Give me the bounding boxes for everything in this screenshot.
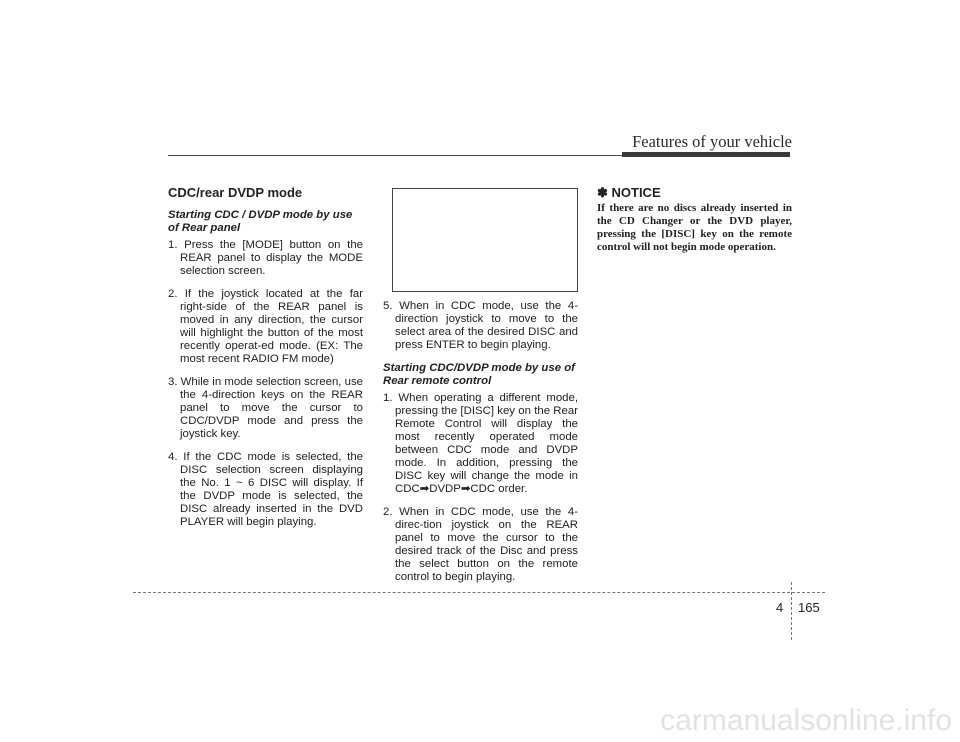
step-3: 3. While in mode selection screen, use the 4-direction keys on the REAR panel to move the cursor to CDC/DVDP mode and press the joystick key. [168,376,364,440]
notice-body: If there are no discs already inserted in the CD Changer or the DVD player, pressing the [DISC] key on the remote control will not begin mode operation. [597,202,792,253]
left-column [168,186,363,539]
chapter-number: 4 [776,600,784,615]
notice-column [597,186,792,254]
middle-column [383,186,578,594]
step-1: 1. Press the [MODE] button on the REAR panel to display the MODE selection screen. [168,239,363,277]
section-title: CDC/rear DVDP mode [168,185,303,200]
step-4: 4. If the CDC mode is selected, the DISC selection screen displaying the No. 1 ~ 6 DISC will display. If the DVDP mode is selected, the DISC already inserted in the DVD PLAYER will begin playing. [168,451,363,528]
notice-title: ✽ NOTICE [597,185,661,200]
header-rule-accent [622,152,790,157]
remote-step-2: 2. When in CDC mode, use the 4-direc-tion joystick on the REAR panel to move the cursor to the desired track of the Disc and press the select button on the remote control to begin playing. [383,506,578,583]
footer-divider [791,582,792,640]
step-2: 2. If the joystick located at the far right-side of the REAR panel is moved in any direction, the cursor will highlight the button of the most recently operat-ed mode. (EX: The most recent RADIO FM mode) [168,288,363,365]
subsection-title-rear-panel: Starting CDC / DVDP mode by use of Rear panel [168,209,353,234]
header-title: Features of your vehicle [632,132,792,151]
footer-rule [133,592,825,593]
page-number: 165 [798,600,820,615]
subsection-title-remote: Starting CDC/DVDP mode by use of Rear remote control [383,362,575,387]
step-5: 5. When in CDC mode, use the 4-direction joystick to move to the select area of the desired DISC and press ENTER to begin playing. [383,300,578,351]
watermark: carmanualsonline.info [660,704,952,737]
remote-step-1: 1. When operating a different mode, pressing the [DISC] key on the Rear Remote Control will display the most recently operated mode between CDC mode and DVDP mode. In addition, pressing the DISC key will change the mode in CDC➡DVDP➡CDC order. [383,392,578,495]
screen-image-placeholder [392,188,578,292]
